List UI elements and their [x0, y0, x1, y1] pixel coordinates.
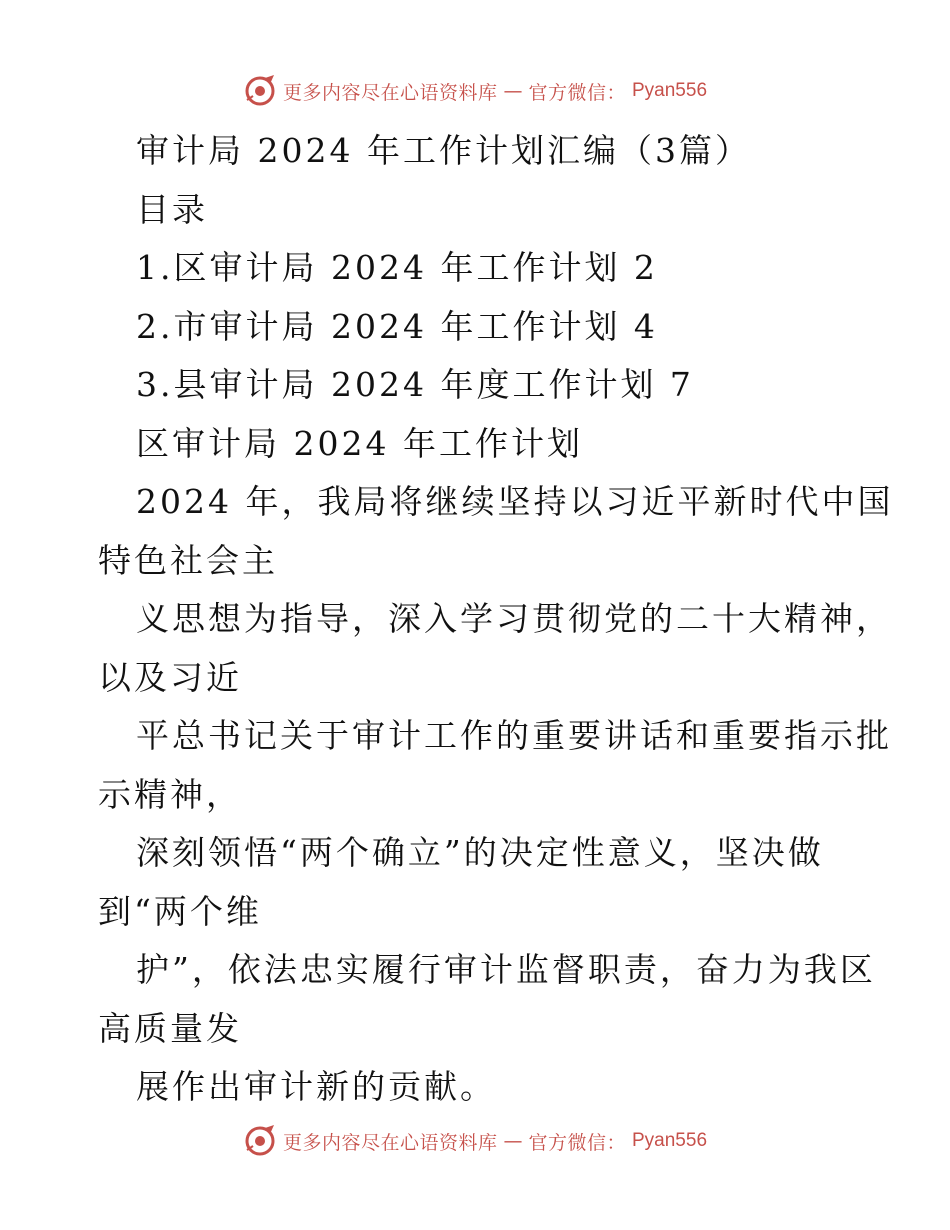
watermark-contact: 官方微信： — [528, 1131, 626, 1154]
watermark-separator: — — [503, 1130, 523, 1152]
watermark-handle: Pyan556 — [632, 1130, 708, 1151]
document-line: 平总书记关于审计工作的重要讲话和重要指示批 — [136, 716, 892, 755]
watermark-footer — [0, 1124, 950, 1158]
document-line: 3.县审计局 2024 年度工作计划 7 — [136, 365, 694, 404]
quill-seal-icon — [243, 1124, 277, 1158]
watermark-contact: 官方微信： — [528, 81, 626, 104]
document-line: 义思想为指导，深入学习贯彻党的二十大精神， — [136, 599, 892, 638]
document-line: 深刻领悟“两个确立”的决定性意义，坚决做 — [136, 833, 824, 872]
watermark-label: 更多内容尽在心语资料库 — [282, 1131, 498, 1154]
document-line: 到“两个维 — [98, 891, 262, 931]
document-line: 审计局 2024 年工作计划汇编（3篇） — [136, 131, 751, 170]
document-line: 1.区审计局 2024 年工作计划 2 — [136, 248, 658, 287]
document-line: 2.市审计局 2024 年工作计划 4 — [136, 306, 658, 346]
watermark-handle: Pyan556 — [632, 80, 708, 101]
watermark-separator: — — [503, 80, 523, 102]
document-line: 示精神， — [98, 774, 242, 814]
document-line: 目录 — [136, 189, 208, 229]
document-line: 特色社会主 — [98, 540, 278, 580]
document-line: 2024 年，我局将继续坚持以习近平新时代中国 — [136, 482, 894, 521]
document-line: 高质量发 — [98, 1008, 242, 1048]
document-line: 以及习近 — [98, 657, 242, 697]
watermark-label: 更多内容尽在心语资料库 — [282, 81, 498, 104]
watermark-header — [0, 74, 950, 108]
document-line: 护”，依法忠实履行审计监督职责，奋力为我区 — [136, 950, 876, 989]
document-line: 展作出审计新的贡献。 — [136, 1067, 496, 1106]
document-line: 区审计局 2024 年工作计划 — [136, 423, 583, 463]
document-body — [98, 122, 894, 1117]
quill-seal-icon — [243, 74, 277, 108]
